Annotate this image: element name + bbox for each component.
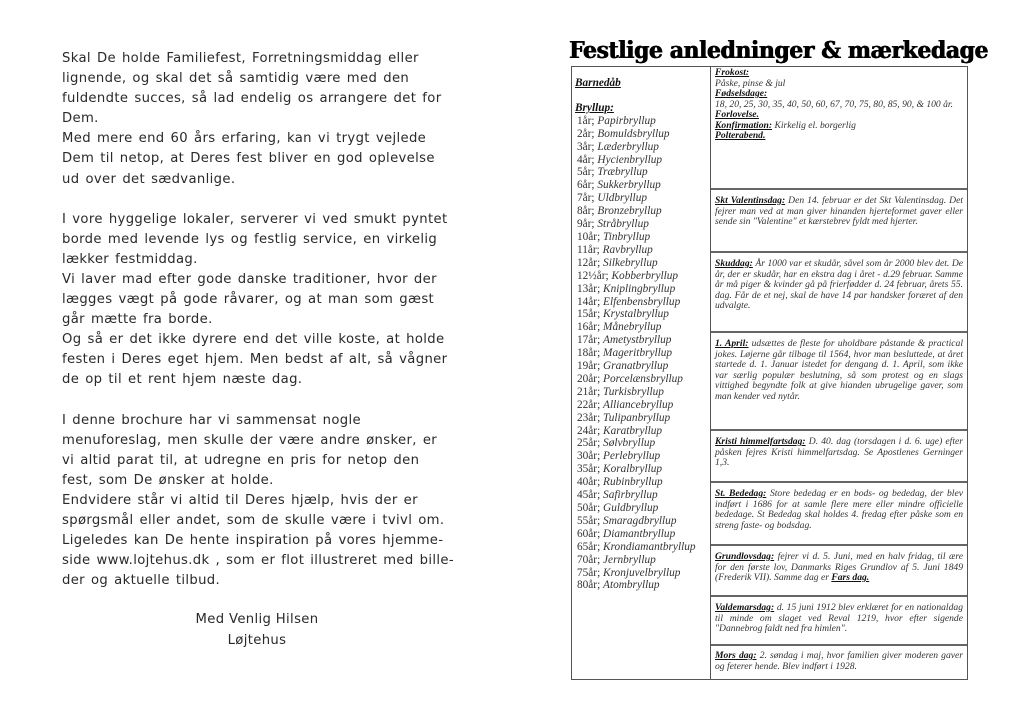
text-line: I denne brochure har vi sammensat nogle	[62, 412, 361, 428]
text-line: lægges vægt på gode råvarer, og at man som gæst	[62, 292, 435, 308]
text-line: går mætte fra borde.	[62, 312, 213, 328]
text-line: festen i Deres eget hjem. Men bedst af alt, så vågner	[62, 352, 448, 368]
intro-paragraph-2	[62, 210, 462, 391]
signoff	[62, 610, 452, 651]
years: 8år;	[577, 205, 595, 218]
mors-dag-cell	[711, 644, 967, 679]
anniversary-name: Jernbryllup	[603, 553, 656, 566]
konfirmation-text: Kirkelig el. borgerlig	[774, 119, 856, 131]
anniversary-name: Alliancebryllup	[603, 398, 674, 411]
text-line: der og aktuelle tilbud.	[62, 573, 221, 589]
intro-paragraph-1	[62, 49, 462, 190]
anniversary-name: Tulipanbryllup	[603, 411, 671, 424]
list-item	[575, 528, 710, 541]
years: 3år;	[577, 140, 595, 153]
grundlovsdag-cell	[711, 544, 967, 595]
years: 24år;	[577, 424, 601, 437]
bededag-text: Store bededag er en bods- og bededag, der blev indført i 1686 for at samle flere mere eller mindre officielle bededage. St Bededag skal holdes 4. fredag efter påske som en streng faste- og bodsdag.	[715, 488, 963, 531]
anniversary-name: Træbryllup	[597, 166, 648, 179]
list-item	[575, 489, 710, 502]
anniversary-name: Atombryllup	[603, 579, 660, 592]
list-item	[575, 115, 710, 128]
years: 21år;	[577, 385, 601, 398]
signoff-greeting: Med Venlig Hilsen	[195, 612, 319, 627]
text-line: ud over det sædvanlige.	[62, 171, 236, 187]
barnedaab-heading: Barnedåb	[575, 77, 621, 89]
grundlovsdag-text: fejrer vi d. 5. Juni, med en halv fridag, til ære for den første lov, Danmarks Riges Grundlov af 5. Juni 1849 (Frederik VII). Samme dag er	[715, 551, 963, 583]
list-item	[575, 515, 710, 528]
anniversary-name: Krondiamantbryllup	[603, 540, 696, 553]
years: 35år;	[577, 463, 601, 476]
text-line: I vore hyggelige lokaler, serverer vi ved smukt pyntet	[62, 211, 448, 227]
list-item	[575, 386, 710, 399]
list-item	[575, 192, 710, 205]
list-item	[575, 579, 710, 592]
years: 9år;	[577, 218, 595, 231]
text-line: vi altid parat til, at udregne en pris for netop den	[62, 452, 420, 468]
years: 55år;	[577, 514, 601, 527]
years: 6år;	[577, 179, 595, 192]
years: 40år;	[577, 476, 601, 489]
list-item	[575, 205, 710, 218]
list-item	[575, 567, 710, 580]
years: 13år;	[577, 282, 601, 295]
valdemarsdag-heading: Valdemarsdag:	[715, 602, 775, 613]
list-item	[575, 218, 710, 231]
years: 1år;	[577, 114, 595, 127]
years: 80år;	[577, 579, 601, 592]
fars-dag-heading: Fars dag.	[831, 572, 870, 583]
anniversary-name: Papirbryllup	[597, 114, 656, 127]
list-item	[575, 412, 710, 425]
years: 2år;	[577, 127, 595, 140]
list-item	[575, 347, 710, 360]
list-item	[575, 166, 710, 179]
anniversary-name: Guldbryllup	[603, 502, 659, 514]
list-item	[575, 360, 710, 373]
anniversary-name: Stråbryllup	[597, 218, 649, 231]
valdemarsdag-cell	[711, 595, 967, 644]
text-line: Dem til netop, at Deres fest bliver en god oplevelse	[62, 151, 435, 167]
anniversary-name: Safirbryllup	[603, 489, 658, 502]
skuddag-heading: Skuddag:	[715, 258, 753, 269]
anniversary-name: Ametystbryllup	[603, 334, 672, 347]
forlovelse-heading: Forlovelse.	[715, 109, 759, 120]
intro-letter	[62, 49, 462, 591]
signoff-company: Løjtehus	[227, 632, 287, 648]
wedding-anniversary-list	[575, 115, 710, 593]
anniversary-name: Kniplingbryllup	[603, 282, 676, 295]
anniversary-name: Silkebryllup	[603, 256, 658, 269]
list-item	[575, 231, 710, 244]
years: 50år;	[577, 502, 601, 514]
anniversary-name: Diamantbryllup	[603, 527, 676, 540]
years: 14år;	[577, 295, 601, 308]
list-item	[575, 373, 710, 386]
list-item	[575, 270, 710, 283]
frokost-text: Påske, pinse & jul	[715, 77, 786, 89]
anniversary-name: Turkisbryllup	[603, 385, 664, 398]
anniversary-name: Smaragdbryllup	[603, 514, 677, 527]
years: 12½år;	[577, 269, 609, 282]
years: 20år;	[577, 372, 601, 385]
occasions-right-column	[711, 67, 967, 679]
list-item	[575, 554, 710, 567]
skuddag-text: År 1000 var et skudår, såvel som år 2000 blev det. De år, der er skudår, har en ekstra dag i året - d.29 februar. Samme år må piger & kvinder gå på frierfødder d. 24 februar, årets 55. dag. Får de et nej, skal de have 14 par handsker foræret af den udvalgte.	[715, 258, 964, 311]
text-line: Vi laver mad efter gode danske traditioner, hvor der	[62, 271, 437, 287]
page-title: Festlige anledninger & mærkedage	[569, 36, 989, 64]
list-item	[575, 296, 710, 309]
foedselsdage-heading: Fødselsdage:	[715, 88, 768, 99]
mors-dag-text: 2. søndag i maj, hvor familien giver moderen gaver og feterer hende. Blev indført i 1928.	[715, 650, 964, 672]
konfirmation-heading: Konfirmation:	[715, 119, 773, 131]
anniversary-name: Kronjuvelbryllup	[603, 566, 681, 579]
text-line: menuforeslag, men skulle der være andre ønsker, er	[62, 432, 438, 448]
list-item	[575, 308, 710, 321]
years: 11år;	[577, 243, 600, 256]
list-item	[575, 437, 710, 450]
text-line: lignende, og skal det så samtidig være med den	[62, 71, 410, 87]
list-item	[575, 502, 710, 515]
april-text: udsættes de fleste for uholdbare påstande & practical jokes. Løjerne går tilbage til 1564, hvor man besluttede, at året startede d. 1. Januar istedet for dengang d. 1. April, som ikke var særlig populær beslutning, så som protest og en slags vittighed begyndte folk at give hianden ubrugelige gaver, som man kender ved nytår.	[715, 338, 963, 402]
years: 12år;	[577, 256, 601, 269]
valentinsdag-text: Den 14. februar er det Skt Valentinsdag. Det fejrer man ved at man giver hinanden hjerteformet gaver eller sende sin "Valentine" et kærstebrev fyldt med hjerter.	[715, 195, 963, 227]
anniversary-name: Mageritbryllup	[603, 347, 673, 360]
himmelfart-cell	[711, 429, 967, 481]
mors-dag-heading: Mors dag:	[715, 650, 757, 661]
valdemarsdag-text: d. 15 juni 1912 blev erklæret for en nationaldag til minde om slaget ved Reval 1219, hvor efter sigende "Dannebrog faldt ned fra himlen".	[715, 602, 963, 634]
years: 18år;	[577, 347, 601, 360]
anniversary-name: Karatbryllup	[603, 424, 663, 437]
years: 22år;	[577, 398, 601, 411]
list-item	[575, 476, 710, 489]
text-line: fest, som De ønsker at holde.	[62, 472, 274, 488]
years: 10år;	[577, 230, 601, 243]
spacer	[575, 90, 710, 102]
intro-paragraph-3	[62, 411, 462, 592]
list-item	[575, 334, 710, 347]
himmelfart-heading: Kristi himmelfartsdag:	[715, 436, 806, 447]
years: 60år;	[577, 527, 601, 540]
list-item	[575, 128, 710, 141]
anniversary-name: Tinbryllup	[603, 230, 651, 243]
text-line: Dem.	[62, 111, 99, 127]
anniversary-name: Ravbryllup	[602, 243, 653, 256]
years: 4år;	[577, 153, 595, 166]
anniversary-name: Månebryllup	[603, 321, 662, 334]
anniversary-name: Bomuldsbryllup	[597, 127, 670, 140]
anniversary-name: Sølvbryllup	[603, 437, 656, 450]
text-line: de op til et rent hjem næste dag.	[62, 372, 303, 388]
text-line: Endvidere står vi altid til Deres hjælp, hvis der er	[62, 492, 418, 508]
list-item	[575, 321, 710, 334]
general-occasions-cell	[711, 67, 967, 188]
text-line: Med mere end 60 års erfaring, kan vi trygt vejlede	[62, 131, 427, 147]
years: 19år;	[577, 360, 601, 373]
years: 45år;	[577, 489, 601, 502]
polterabend-heading: Polterabend.	[715, 130, 766, 141]
list-item	[575, 463, 710, 476]
himmelfart-text: D. 40. dag (torsdagen i d. 6. uge) efter påsken fejres Kristi himmelfartsdag. Se Apostlenes Gerninger 1,3.	[715, 436, 964, 468]
anniversary-name: Perlebryllup	[603, 450, 661, 463]
list-item	[575, 154, 710, 167]
text-line: borde med levende lys og festlig service, en virkelig	[62, 231, 438, 247]
years: 65år;	[577, 540, 601, 553]
list-item	[575, 179, 710, 192]
skuddag-cell	[711, 251, 967, 331]
list-item	[575, 244, 710, 257]
anniversary-name: Læderbryllup	[597, 140, 659, 153]
text-line: Skal De holde Familiefest, Forretningsmiddag eller	[62, 51, 419, 66]
bededag-heading: St. Bededag:	[715, 488, 767, 499]
foedselsdage-text: 18, 20, 25, 30, 35, 40, 50, 60, 67, 70, 75, 80, 85, 90, & 100 år.	[715, 98, 953, 110]
anniversary-name: Porcelænsbryllup	[603, 372, 683, 385]
anniversary-name: Granatbryllup	[603, 360, 669, 373]
years: 17år;	[577, 334, 601, 347]
grundlovsdag-heading: Grundlovsdag:	[715, 551, 775, 562]
bededag-cell	[711, 481, 967, 544]
text-line: side www.lojtehus.dk , som er flot illustreret med bille-	[62, 553, 454, 569]
years: 25år;	[577, 437, 601, 450]
years: 30år;	[577, 450, 601, 463]
list-item	[575, 141, 710, 154]
valentinsdag-heading: Skt Valentinsdag:	[715, 195, 786, 206]
april-heading: 1. April:	[715, 338, 749, 349]
years: 5år;	[577, 166, 595, 179]
valentinsdag-cell	[711, 188, 967, 251]
years: 75år;	[577, 566, 601, 579]
text-line: Ligeledes kan De hente inspiration på vores hjemme-	[62, 533, 444, 549]
anniversary-name: Krystalbryllup	[603, 308, 669, 321]
list-item	[575, 257, 710, 270]
list-item	[575, 425, 710, 438]
frokost-heading: Frokost:	[715, 67, 750, 78]
bryllup-heading: Bryllup:	[575, 101, 614, 114]
anniversary-name: Uldbryllup	[597, 192, 647, 205]
anniversary-name: Sukkerbryllup	[597, 179, 661, 192]
april-cell	[711, 331, 967, 429]
list-item	[575, 450, 710, 463]
list-item	[575, 283, 710, 296]
text-line: lækker festmiddag.	[62, 251, 198, 267]
anniversary-name: Hycienbryllup	[597, 153, 663, 166]
occasions-table	[571, 66, 968, 680]
anniversary-name: Kobberbryllup	[611, 269, 679, 282]
years: 23år;	[577, 411, 601, 424]
anniversary-name: Elfenbensbryllup	[603, 295, 681, 308]
anniversary-name: Bronzebryllup	[597, 205, 662, 218]
years: 16år;	[577, 321, 601, 334]
years: 70år;	[577, 553, 601, 566]
text-line: Og så er det ikke dyrere end det ville koste, at holde	[62, 332, 445, 348]
anniversary-name: Koralbryllup	[603, 463, 663, 476]
paragraph-spacer	[62, 190, 462, 210]
paragraph-spacer	[62, 391, 462, 411]
years: 7år;	[577, 192, 595, 205]
list-item	[575, 541, 710, 554]
text-line: fuldendte succes, så lad endelig os arrangere det for	[62, 91, 442, 107]
list-item	[575, 399, 710, 412]
occasions-left-column	[572, 67, 711, 679]
years: 15år;	[577, 308, 601, 321]
text-line: spørgsmål eller andet, som de skulle være i tvivl om.	[62, 512, 445, 528]
anniversary-name: Rubinbryllup	[603, 476, 663, 489]
